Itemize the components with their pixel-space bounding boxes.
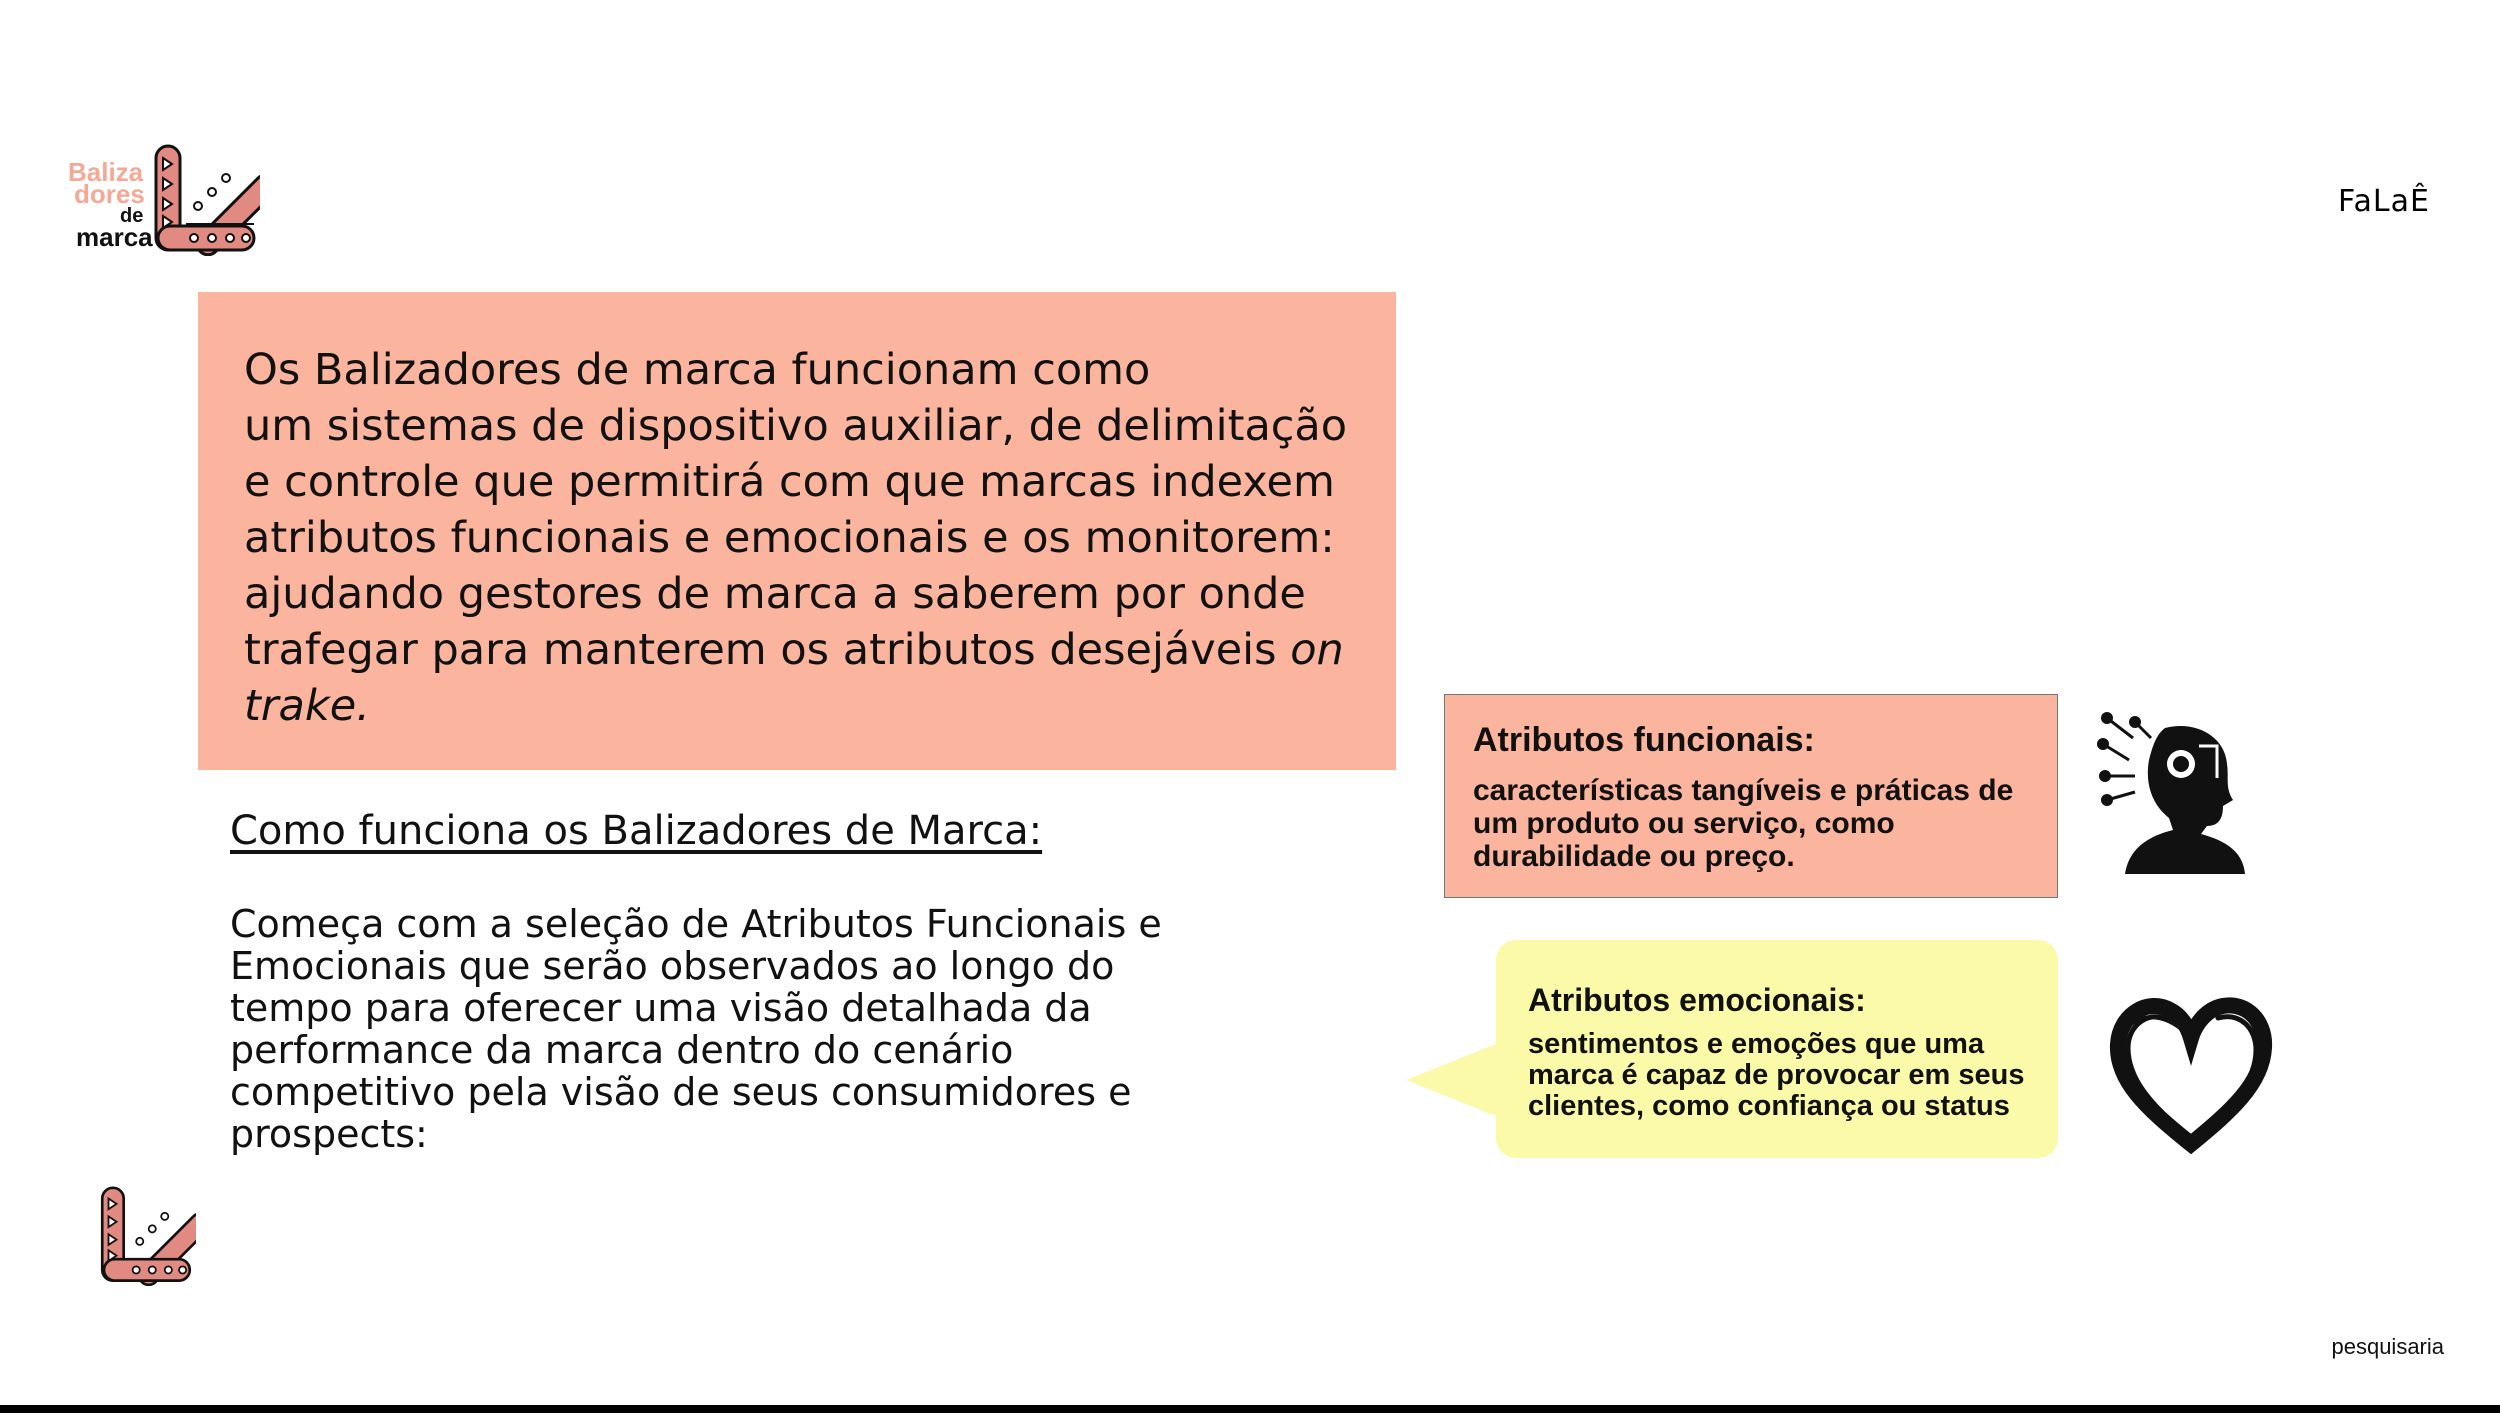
brand-name: FaLaÊ xyxy=(2338,184,2430,219)
emotional-description: sentimentos e emoções que uma marca é capaz de provocar em seus clientes, como confiança ou status xyxy=(1528,1028,2025,1122)
logo-word-2: dores xyxy=(74,179,145,209)
intro-text xyxy=(244,342,1350,734)
logo-mark-icon xyxy=(150,144,260,256)
bottom-bar xyxy=(0,1405,2500,1413)
brand-logo xyxy=(64,140,264,260)
intro-box xyxy=(198,292,1396,770)
ai-head-icon xyxy=(2095,708,2255,878)
heart-icon xyxy=(2106,988,2276,1158)
functional-attributes-box xyxy=(1444,694,2058,898)
how-it-works-title: Como funciona os Balizadores de Marca: xyxy=(230,808,1043,854)
functional-description: características tangíveis e práticas de um produto ou serviço, como durabilidade ou preço. xyxy=(1473,774,2014,873)
footer-brand: pesquisaria xyxy=(2331,1334,2444,1359)
emotional-attributes-bubble xyxy=(1496,940,2058,1158)
logo-word-1: Baliza xyxy=(68,157,144,187)
how-it-works-text: Começa com a seleção de Atributos Funcionais e Emocionais que serão observados ao longo do tempo para oferecer uma visão detalhada da performance da marca dentro do cenário competitivo pela visão de seus consumidores e prospects: xyxy=(230,902,1162,1156)
emotional-title: Atributos emocionais: xyxy=(1528,982,1866,1018)
functional-title: Atributos funcionais: xyxy=(1473,721,1815,759)
small-logo-mark-icon xyxy=(96,1186,196,1286)
logo-word-4: marca xyxy=(76,222,153,252)
intro-body: Os Balizadores de marca funcionam como um sistemas de dispositivo auxiliar, de delimitação e controle que permitirá com que marcas indexem atributos funcionais e emocionais e os monitorem: ajudando gestores de marca a saberem por onde trafegar para manterem os atributos desejáveis xyxy=(244,345,1348,675)
bubble-tail xyxy=(1406,1030,1506,1130)
logo-word-3: de xyxy=(120,205,144,227)
intro-italic: on trake. xyxy=(244,625,1344,731)
